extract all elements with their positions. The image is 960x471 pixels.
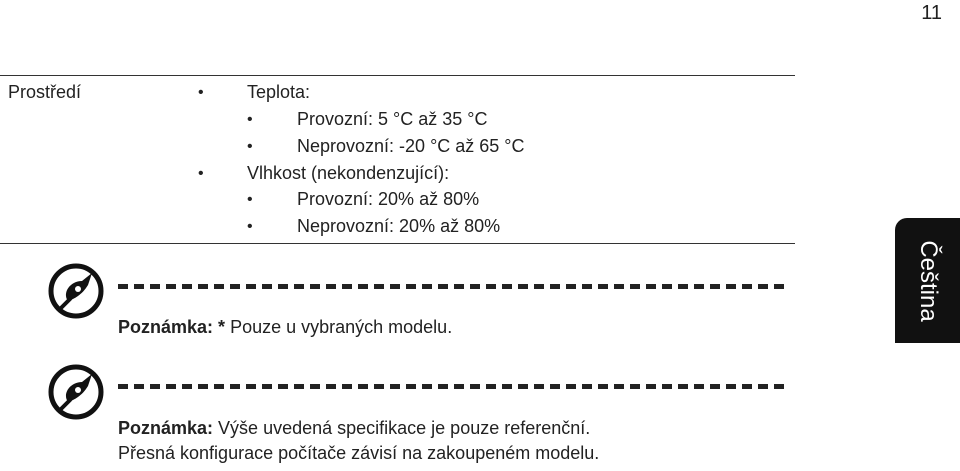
temperature-non-operating: Neprovozní: -20 °C až 65 °C (297, 136, 525, 156)
page-number: 11 (921, 2, 942, 24)
table-top-rule (0, 75, 795, 76)
humidity-title: Vlhkost (nekondenzující): (247, 163, 450, 183)
language-tab-label: Čeština (914, 239, 942, 322)
bullet-icon: • (247, 111, 253, 128)
spec-category-label: Prostředí (8, 82, 82, 102)
note-2-label: Poznámka: (118, 418, 214, 438)
humidity-non-operating: Neprovozní: 20% až 80% (297, 216, 501, 236)
note-separator (118, 384, 790, 389)
bullet-icon: • (198, 84, 204, 101)
note-1 (118, 317, 452, 338)
note-1-label: Poznámka: * (118, 317, 226, 337)
table-bottom-rule (0, 243, 795, 244)
note-2 (118, 418, 590, 439)
humidity-operating: Provozní: 20% až 80% (297, 189, 480, 209)
note-separator (118, 284, 790, 289)
temperature-title: Teplota: (247, 82, 311, 102)
bullet-icon: • (247, 218, 253, 235)
temperature-operating: Provozní: 5 °C až 35 °C (297, 109, 488, 129)
note-pen-icon (48, 263, 104, 319)
bullet-icon: • (247, 191, 253, 208)
language-tab (895, 218, 960, 343)
note-pen-icon (48, 364, 104, 420)
bullet-icon: • (198, 165, 204, 182)
note-1-text: Pouze u vybraných modelu. (230, 317, 453, 337)
bullet-icon: • (247, 138, 253, 155)
note-2-line-2: Přesná konfigurace počítače závisí na zakoupeném modelu. (118, 443, 600, 463)
note-2-line-1: Výše uvedená specifikace je pouze referenční. (218, 418, 591, 438)
